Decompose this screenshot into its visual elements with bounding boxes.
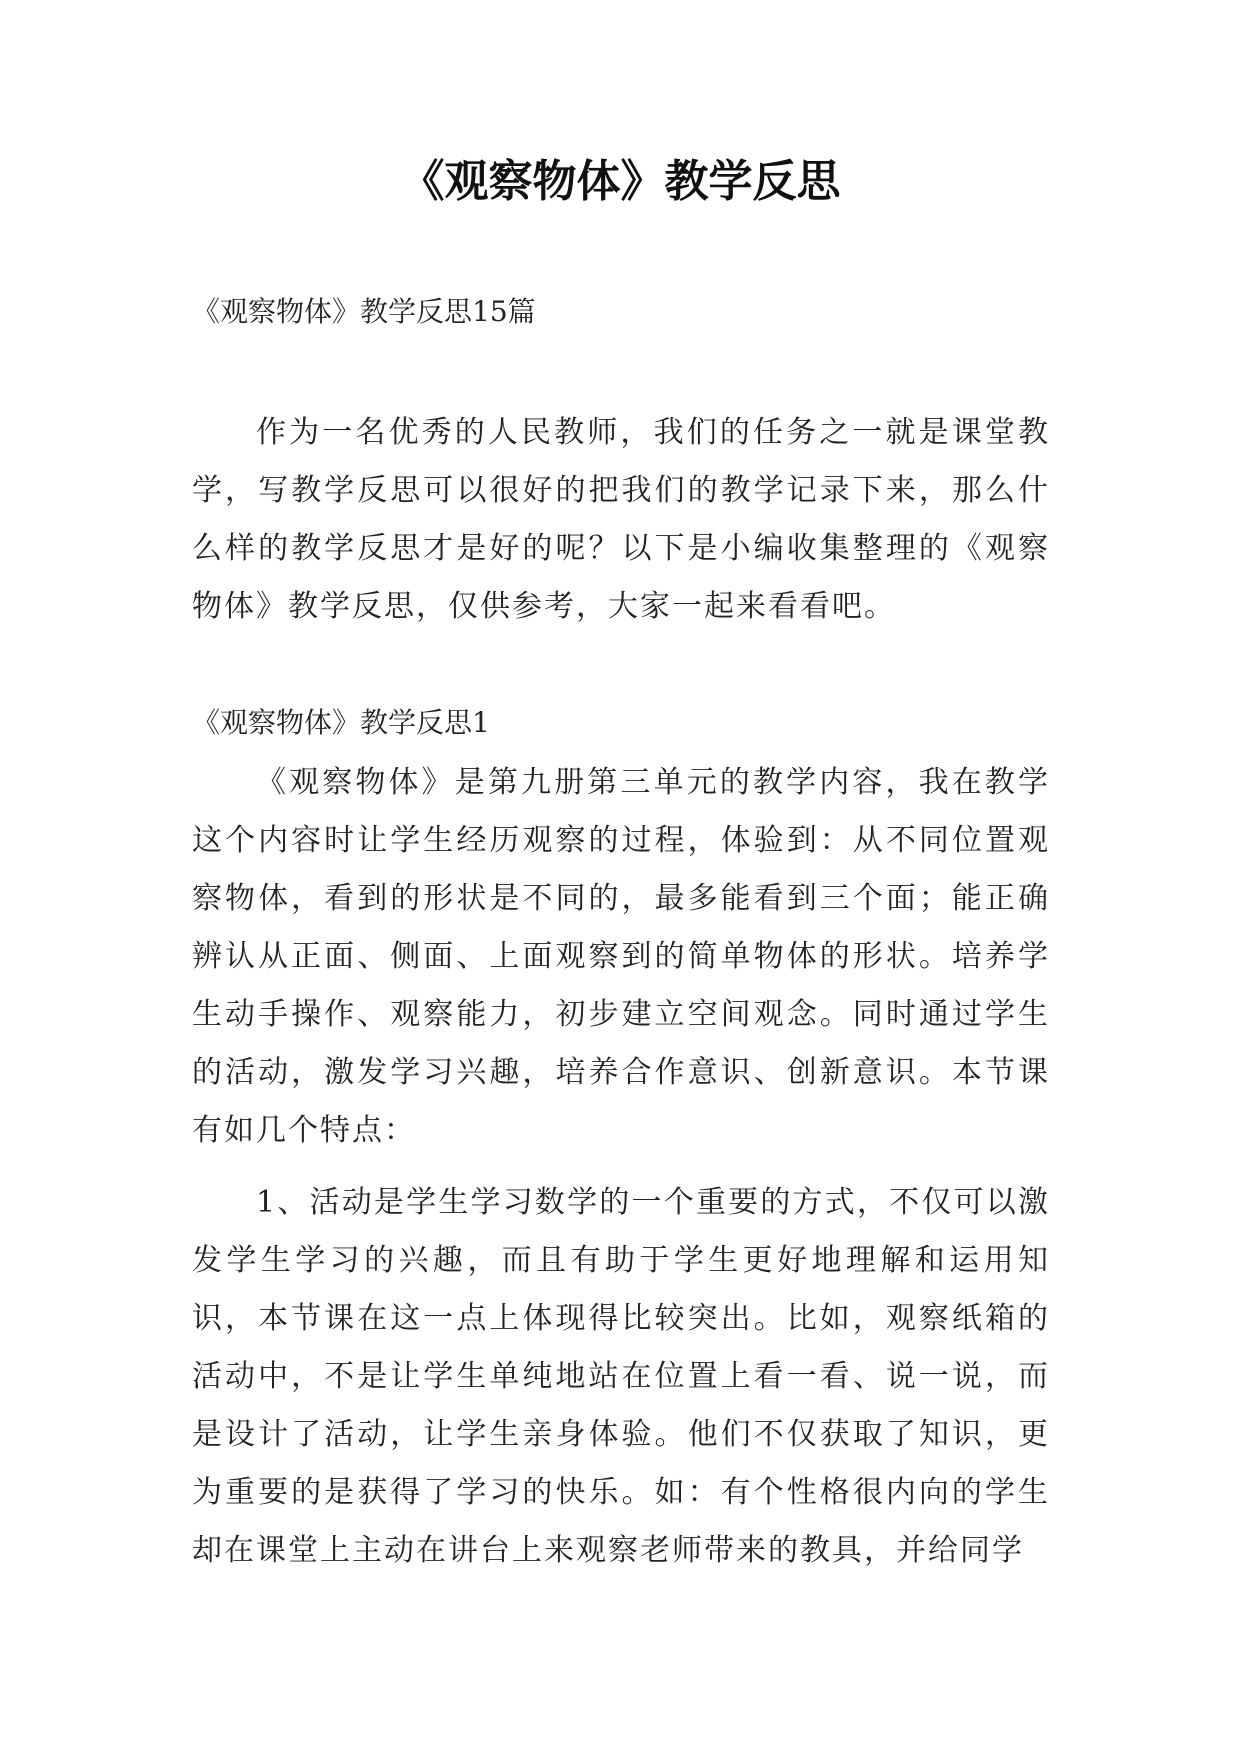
- document-subtitle: 《观察物体》教学反思15篇: [192, 295, 536, 328]
- body-paragraph: 1、活动是学生学习数学的一个重要的方式，不仅可以激发学生学习的兴趣，而且有助于学生更好地理解和运用知识，本节课在这一点上体现得比较突出。比如，观察纸箱的活动中，不是让学生单纯地站在位置上看一看、说一说，而是设计了活动，让学生亲身体验。他们不仅获取了知识，更为重要的是获得了学习的快乐。如：有个性格很内向的学生却在课堂上主动在讲台上来观察老师带来的教具，并给同学: [192, 1185, 1050, 1568]
- document-title: 《观察物体》教学反思: [400, 156, 841, 207]
- intro-paragraph: 作为一名优秀的人民教师，我们的任务之一就是课堂教学，写教学反思可以很好的把我们的教学记录下来，那么什么样的教学反思才是好的呢？以下是小编收集整理的《观察物体》教学反思，仅供参考，大家一起来看看吧。: [192, 415, 1050, 624]
- body-paragraph: 《观察物体》是第九册第三单元的教学内容，我在教学这个内容时让学生经历观察的过程，体验到：从不同位置观察物体，看到的形状是不同的，最多能看到三个面；能正确辨认从正面、侧面、上面观察到的简单物体的形状。培养学生动手操作、观察能力，初步建立空间观念。同时通过学生的活动，激发学习兴趣，培养合作意识、创新意识。本节课有如几个特点：: [192, 765, 1050, 1148]
- section-heading: 《观察物体》教学反思1: [192, 706, 490, 739]
